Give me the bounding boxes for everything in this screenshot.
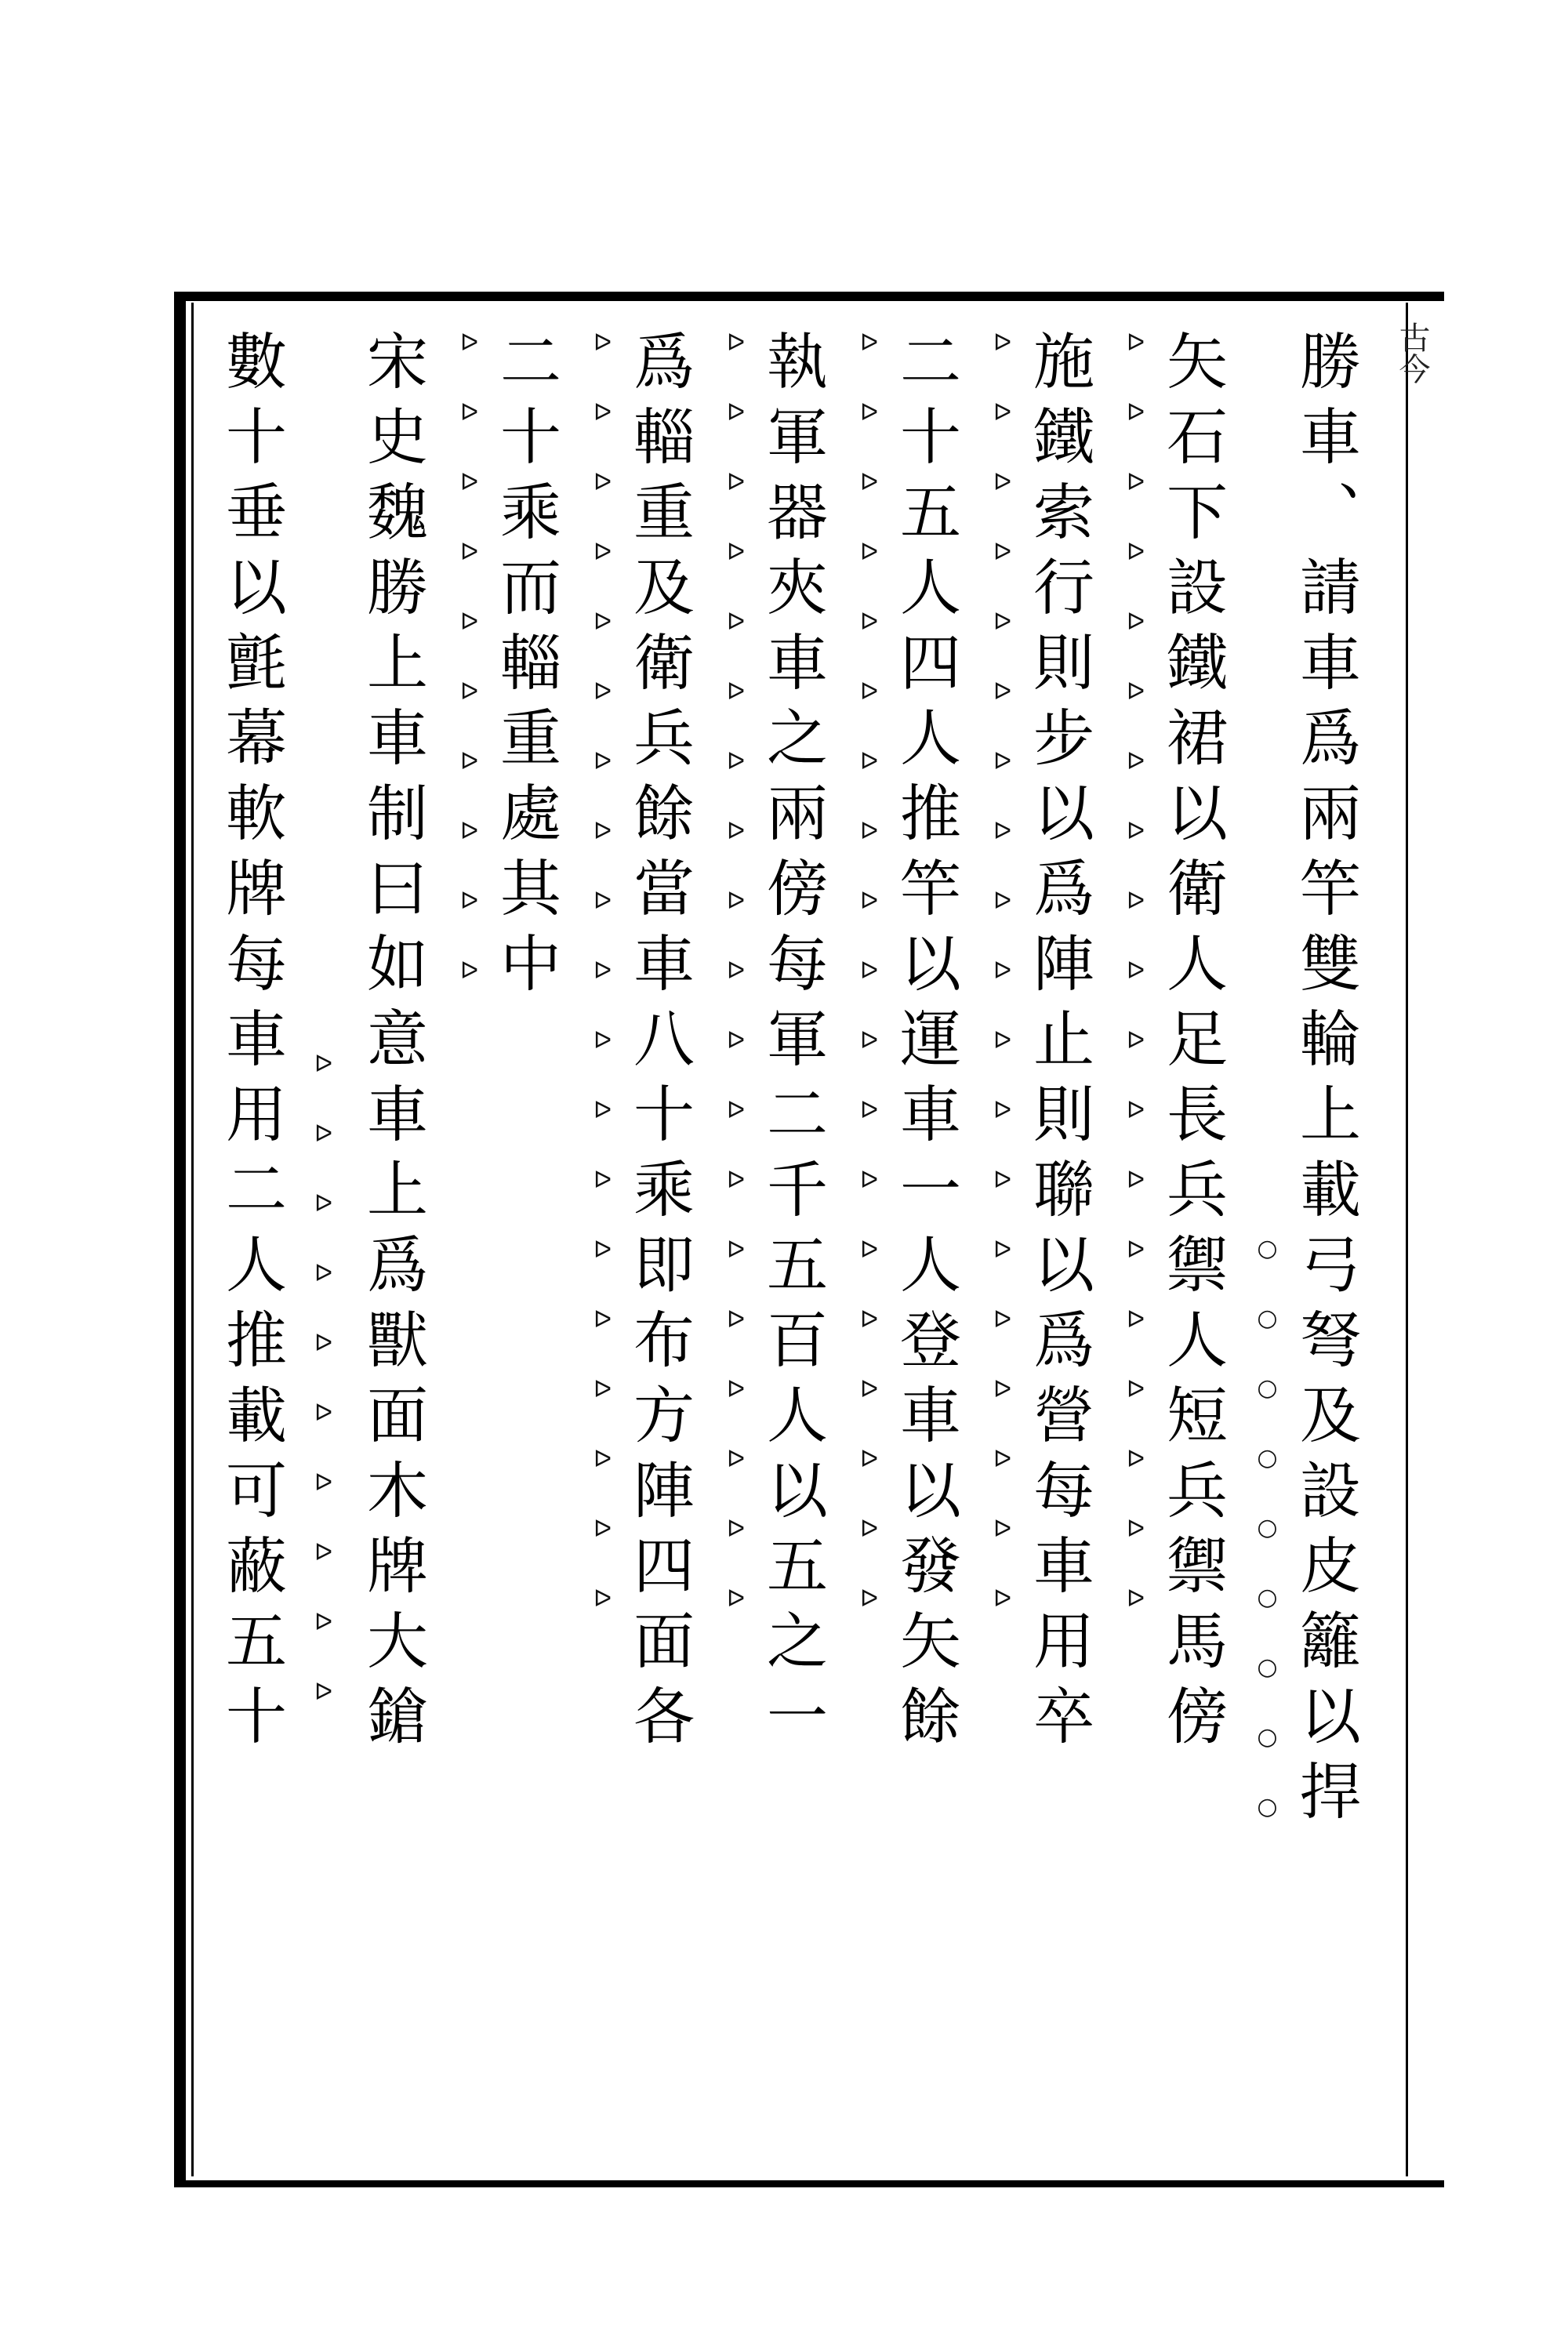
text-column-7: 二十乘而輜重處其中 — [490, 329, 561, 1007]
emphasis-marks-col8: ᐅᐅᐅᐅᐅᐅᐅᐅᐅᐅ — [310, 1051, 337, 1748]
text-column-8: 宋史魏勝上車制曰如意車上爲獸面木牌大鎗 — [357, 329, 427, 1759]
text-column-3: 施鐵索行則步以爲陣止則聯以爲營每車用卒 — [1023, 329, 1094, 1759]
emphasis-marks-col3: ᐅᐅᐅᐅᐅᐅᐅᐅᐅᐅᐅᐅᐅᐅᐅᐅᐅᐅᐅ — [989, 329, 1016, 1655]
text-column-1: 勝車、請車爲兩竿雙輪上載弓弩及設皮籬以捍 — [1290, 329, 1360, 1835]
gutter-rule — [1406, 303, 1408, 2176]
text-column-5: 執軍器夾車之兩傍每軍二千五百人以五之一 — [757, 329, 827, 1759]
text-column-9: 數十垂以氈幕軟牌每車用二人推載可蔽五十 — [216, 329, 286, 1759]
emphasis-marks-col1: ○○○○○○○○○ — [1254, 1235, 1281, 1863]
text-column-6: 爲輜重及衛兵餘當車八十乘即布方陣四面各 — [623, 329, 694, 1759]
emphasis-marks-col6: ᐅᐅᐅᐅᐅᐅᐅᐅᐅᐅᐅᐅᐅᐅᐅᐅᐅᐅᐅ — [589, 329, 616, 1655]
inner-border-rule — [191, 303, 194, 2176]
emphasis-marks-col5: ᐅᐅᐅᐅᐅᐅᐅᐅᐅᐅᐅᐅᐅᐅᐅᐅᐅᐅᐅ — [722, 329, 750, 1655]
emphasis-marks-col2: ᐅᐅᐅᐅᐅᐅᐅᐅᐅᐅᐅᐅᐅᐅᐅᐅᐅᐅᐅ — [1122, 329, 1149, 1655]
text-column-2: 矢石下設鐵裙以衛人足長兵禦人短兵禦馬傍 — [1156, 329, 1227, 1759]
emphasis-marks-col4: ᐅᐅᐅᐅᐅᐅᐅᐅᐅᐅᐅᐅᐅᐅᐅᐅᐅᐅᐅ — [855, 329, 883, 1655]
gutter-title-fragment: 古今 — [1394, 321, 1430, 384]
emphasis-marks-col7: ᐅᐅᐅᐅᐅᐅᐅᐅᐅᐅ — [456, 329, 483, 1027]
text-column-4: 二十五人四人推竿以運車一人登車以發矢餘 — [890, 329, 960, 1759]
